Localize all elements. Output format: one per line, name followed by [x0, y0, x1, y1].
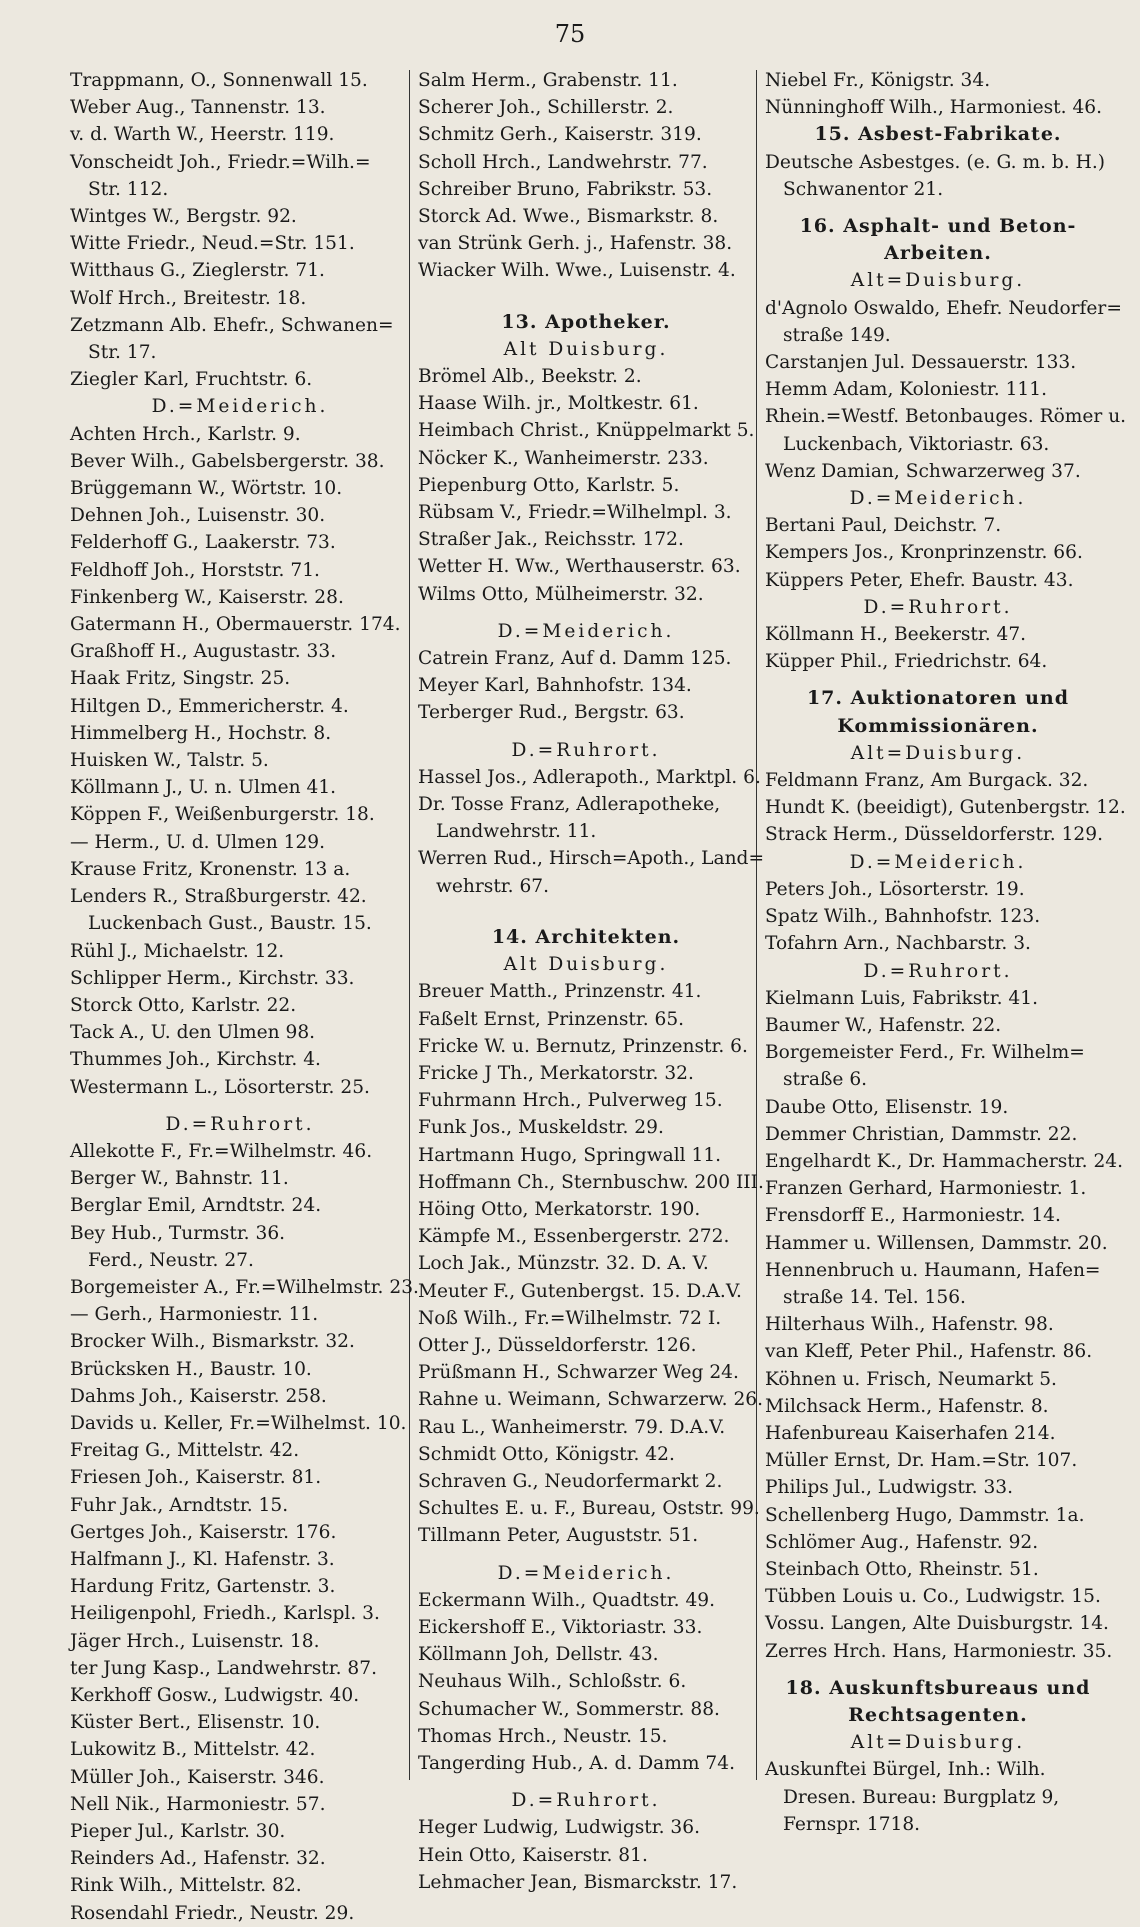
directory-entry: Gatermann H., Obermauerstr. 174.: [70, 614, 401, 636]
directory-entry: Peters Joh., Lösorterstr. 19.: [765, 878, 1025, 900]
directory-entry: Prüßmann H., Schwarzer Weg 24.: [418, 1362, 739, 1384]
entry-list: [765, 621, 1111, 675]
entry-list: [418, 67, 754, 285]
directory-entry: Reinders Ad., Hafenstr. 32.: [70, 1848, 326, 1870]
directory-entry: Bertani Paul, Deichstr. 7.: [765, 515, 1002, 537]
directory-entry: d'Agnolo Oswaldo, Ehefr. Neudorfer=: [765, 297, 1122, 319]
directory-entry: Hartmann Hugo, Springwall 11.: [418, 1144, 722, 1166]
section-heading-13: 13. Apotheker.: [501, 310, 671, 333]
directory-entry: Huisken W., Talstr. 5.: [70, 750, 269, 772]
directory-entry: Halfmann J., Kl. Hafenstr. 3.: [70, 1548, 335, 1570]
directory-entry: Milchsack Herm., Hafenstr. 8.: [765, 1395, 1049, 1417]
directory-entry: Borgemeister Ferd., Fr. Wilhelm=: [765, 1042, 1085, 1064]
directory-entry: Schlipper Herm., Kirchstr. 33.: [70, 967, 355, 989]
directory-entry: straße 14. Tel. 156.: [783, 1286, 966, 1308]
directory-entry: Köppen F., Weißenburgerstr. 18.: [70, 804, 375, 826]
directory-entry: Baumer W., Hafenstr. 22.: [765, 1014, 1002, 1036]
directory-entry: Nünninghoff Wilh., Harmoniest. 46.: [765, 97, 1103, 119]
directory-entry: Fricke W. u. Bernutz, Prinzenstr. 6.: [418, 1035, 748, 1057]
directory-entry: Breuer Matth., Prinzenstr. 41.: [418, 981, 702, 1003]
directory-entry: Küpper Phil., Friedrichstr. 64.: [765, 651, 1048, 673]
directory-entry: Küster Bert., Elisenstr. 10.: [70, 1712, 321, 1734]
directory-entry: Fuhrmann Hrch., Pulverweg 15.: [418, 1090, 723, 1112]
entry-list: [70, 421, 410, 1101]
directory-entry: Daube Otto, Elisenstr. 19.: [765, 1096, 1009, 1118]
entry-list: [418, 645, 754, 727]
directory-entry: — Herm., U. d. Ulmen 129.: [70, 831, 326, 853]
place-heading: D.=Ruhrort.: [863, 960, 1013, 982]
entry-list: [70, 1138, 419, 1927]
directory-entry: Deutsche Asbestges. (e. G. m. b. H.): [765, 151, 1106, 173]
entry-list: [418, 1587, 754, 1777]
directory-entry: Heiligenpohl, Friedh., Karlspl. 3.: [70, 1603, 380, 1625]
directory-entry: Köllmann H., Beekerstr. 47.: [765, 624, 1027, 646]
directory-entry: Eckermann Wilh., Quadtstr. 49.: [418, 1589, 716, 1611]
directory-entry: Catrein Franz, Auf d. Damm 125.: [418, 648, 732, 670]
section-heading-16-cont: Arbeiten.: [884, 242, 992, 265]
directory-entry: Strack Herm., Düsseldorferstr. 129.: [765, 824, 1104, 846]
directory-entry: straße 149.: [783, 324, 891, 346]
directory-entry: Nell Nik., Harmoniestr. 57.: [70, 1793, 326, 1815]
entry-list: [765, 149, 1111, 203]
directory-entry: Terberger Rud., Bergstr. 63.: [418, 702, 685, 724]
column-divider-2: [756, 70, 757, 1780]
directory-entry: Vonscheidt Joh., Friedr.=Wilh.=: [70, 151, 371, 173]
place-heading: Alt Duisburg.: [503, 338, 669, 360]
directory-entry: Piepenburg Otto, Karlstr. 5.: [418, 474, 680, 496]
directory-entry: Schellenberg Hugo, Dammstr. 1a.: [765, 1504, 1085, 1526]
directory-entry: Demmer Christian, Dammstr. 22.: [765, 1123, 1078, 1145]
directory-entry: Hennenbruch u. Haumann, Hafen=: [765, 1259, 1101, 1281]
directory-entry: Tofahrn Arn., Nachbarstr. 3.: [765, 933, 1031, 955]
entry-list: [70, 67, 410, 393]
directory-entry: Storck Ad. Wwe., Bismarkstr. 8.: [418, 206, 719, 228]
directory-entry: Franzen Gerhard, Harmoniestr. 1.: [765, 1178, 1087, 1200]
directory-entry: Dresen. Bureau: Burgplatz 9,: [783, 1786, 1060, 1808]
directory-entry: Wintges W., Bergstr. 92.: [70, 206, 297, 228]
directory-entry: Meyer Karl, Bahnhofstr. 134.: [418, 675, 692, 697]
directory-entry: Witte Friedr., Neud.=Str. 151.: [70, 233, 355, 255]
directory-entry: Freitag G., Mittelstr. 42.: [70, 1440, 300, 1462]
directory-entry: Krause Fritz, Kronenstr. 13 a.: [70, 858, 351, 880]
directory-entry: Dehnen Joh., Luisenstr. 30.: [70, 505, 326, 527]
directory-entry: Rübsam V., Friedr.=Wilhelmpl. 3.: [418, 502, 732, 524]
directory-entry: Meuter F., Gutenbergst. 15. D.A.V.: [418, 1280, 742, 1302]
place-heading: D.=Meiderich.: [849, 488, 1027, 510]
directory-entry: Carstanjen Jul. Dessauerstr. 133.: [765, 352, 1077, 374]
directory-entry: Vossu. Langen, Alte Duisburgstr. 14.: [765, 1613, 1109, 1635]
directory-entry: Fuhr Jak., Arndtstr. 15.: [70, 1494, 289, 1516]
section-heading-15: 15. Asbest-Fabrikate.: [814, 123, 1062, 146]
directory-entry: Rosendahl Friedr., Neustr. 29.: [70, 1902, 355, 1924]
directory-entry: Straßer Jak., Reichsstr. 172.: [418, 529, 684, 551]
directory-entry: van Strünk Gerh. j., Hafenstr. 38.: [418, 233, 733, 255]
directory-entry: Engelhardt K., Dr. Hammacherstr. 24.: [765, 1150, 1124, 1172]
directory-entry: Trappmann, O., Sonnenwall 15.: [70, 70, 368, 91]
place-heading: D.=Ruhrort.: [165, 1113, 315, 1135]
directory-entry: Hardung Fritz, Gartenstr. 3.: [70, 1576, 336, 1598]
directory-entry: Davids u. Keller, Fr.=Wilhelmst. 10.: [70, 1412, 407, 1434]
directory-entry: Schmitz Gerh., Kaiserstr. 319.: [418, 124, 702, 146]
directory-entry: Gertges Joh., Kaiserstr. 176.: [70, 1521, 337, 1543]
directory-entry: ter Jung Kasp., Landwehrstr. 87.: [70, 1657, 377, 1679]
directory-entry: Wetter H. Ww., Werthauserstr. 63.: [418, 556, 741, 578]
place-heading: D.=Meiderich.: [497, 1562, 675, 1584]
place-heading: D.=Ruhrort.: [511, 739, 661, 761]
section-heading-17-cont: Kommissionären.: [837, 714, 1039, 737]
directory-entry: Himmelberg H., Hochstr. 8.: [70, 722, 332, 744]
directory-entry: Zetzmann Alb. Ehefr., Schwanen=: [70, 314, 394, 336]
place-heading: Alt=Duisburg.: [850, 742, 1026, 764]
directory-entry: Ziegler Karl, Fruchtstr. 6.: [70, 369, 313, 391]
directory-entry: Westermann L., Lösorterstr. 25.: [70, 1076, 370, 1098]
section-heading-18: 18. Auskunftsbureaus und: [785, 1676, 1091, 1699]
directory-entry: Hoffmann Ch., Sternbuschw. 200 III.: [418, 1171, 764, 1193]
directory-entry: Witthaus G., Zieglerstr. 71.: [70, 260, 325, 282]
section-heading-16: 16. Asphalt- und Beton-: [799, 215, 1077, 238]
entry-list: [418, 1814, 754, 1896]
directory-entry: Str. 112.: [88, 178, 169, 200]
directory-entry: Schraven G., Neudorfermarkt 2.: [418, 1470, 723, 1492]
directory-entry: Lehmacher Jean, Bismarckstr. 17.: [418, 1871, 738, 1893]
directory-entry: Rink Wilh., Mittelstr. 82.: [70, 1875, 302, 1897]
column-3: [765, 67, 1127, 1838]
directory-entry: Kielmann Luis, Fabrikstr. 41.: [765, 987, 1038, 1009]
directory-entry: Fricke J Th., Merkatorstr. 32.: [418, 1062, 694, 1084]
directory-entry: Rahne u. Weimann, Schwarzerw. 26.: [418, 1389, 764, 1411]
directory-entry: Brömel Alb., Beekstr. 2.: [418, 366, 642, 388]
directory-entry: v. d. Warth W., Heerstr. 119.: [70, 124, 335, 146]
directory-entry: Hemm Adam, Koloniestr. 111.: [765, 379, 1047, 401]
directory-entry: Tillmann Peter, Auguststr. 51.: [418, 1525, 699, 1547]
directory-entry: Luckenbach, Viktoriastr. 63.: [783, 433, 1050, 455]
place-heading: D.=Ruhrort.: [511, 1790, 661, 1812]
directory-entry: Berger W., Bahnstr. 11.: [70, 1168, 289, 1190]
directory-entry: Feldmann Franz, Am Burgack. 32.: [765, 770, 1089, 792]
directory-entry: Schreiber Bruno, Fabrikstr. 53.: [418, 178, 713, 200]
directory-entry: Köllmann J., U. n. Ulmen 41.: [70, 777, 337, 799]
directory-entry: Philips Jul., Ludwigstr. 33.: [765, 1477, 1014, 1499]
directory-entry: Heger Ludwig, Ludwigstr. 36.: [418, 1817, 700, 1839]
entry-list: [765, 512, 1111, 594]
directory-entry: Auskunftei Bürgel, Inh.: Wilh.: [765, 1759, 1046, 1781]
directory-entry: straße 6.: [783, 1069, 868, 1091]
directory-entry: Lenders R., Straßburgerstr. 42.: [70, 886, 367, 908]
directory-entry: Brocker Wilh., Bismarkstr. 32.: [70, 1331, 355, 1353]
directory-entry: Kerkhoff Gosw., Ludwigstr. 40.: [70, 1684, 360, 1706]
directory-entry: van Kleff, Peter Phil., Hafenstr. 86.: [765, 1341, 1093, 1363]
directory-entry: Hiltgen D., Emmericherstr. 4.: [70, 695, 349, 717]
directory-entry: Kämpfe M., Essenbergerstr. 272.: [418, 1226, 730, 1248]
entry-list: [418, 764, 765, 900]
directory-entry: Dahms Joh., Kaiserstr. 258.: [70, 1385, 327, 1407]
entry-list: [765, 1756, 1111, 1838]
directory-entry: Wiacker Wilh. Wwe., Luisenstr. 4.: [418, 260, 736, 282]
directory-entry: Wenz Damian, Schwarzerweg 37.: [765, 460, 1081, 482]
directory-entry: Hammer u. Willensen, Dammstr. 20.: [765, 1232, 1108, 1254]
directory-entry: Pieper Jul., Karlstr. 30.: [70, 1821, 286, 1842]
directory-entry: Thummes Joh., Kirchstr. 4.: [70, 1049, 321, 1071]
section-heading-18-cont: Rechtsagenten.: [848, 1703, 1028, 1726]
directory-entry: Feldhoff Joh., Horststr. 71.: [70, 559, 320, 581]
directory-entry: Zerres Hrch. Hans, Harmoniestr. 35.: [765, 1640, 1113, 1662]
place-heading: D.=Meiderich.: [497, 620, 675, 642]
directory-entry: Landwehrstr. 11.: [436, 821, 597, 843]
column-2: [418, 67, 765, 1896]
directory-entry: Brüggemann W., Wörtstr. 10.: [70, 478, 343, 500]
entry-list: [765, 985, 1124, 1665]
entry-list: [765, 876, 1111, 958]
directory-entry: Köllmann Joh, Dellstr. 43.: [418, 1644, 659, 1666]
directory-entry: — Gerh., Harmoniestr. 11.: [70, 1304, 319, 1326]
entry-list: [418, 363, 754, 608]
directory-entry: Scholl Hrch., Landwehrstr. 77.: [418, 151, 708, 173]
directory-entry: Thomas Hrch., Neustr. 15.: [418, 1725, 668, 1747]
directory-entry: Küppers Peter, Ehefr. Baustr. 43.: [765, 569, 1074, 591]
directory-entry: Bey Hub., Turmstr. 36.: [70, 1222, 286, 1244]
directory-entry: Spatz Wilh., Bahnhofstr. 123.: [765, 906, 1041, 928]
directory-entry: Borgemeister A., Fr.=Wilhelmstr. 23.: [70, 1276, 419, 1298]
directory-entry: Haase Wilh. jr., Moltkestr. 61.: [418, 393, 699, 415]
directory-entry: Wolf Hrch., Breitestr. 18.: [70, 287, 307, 309]
directory-entry: Wilms Otto, Mülheimerstr. 32.: [418, 583, 704, 605]
entry-list: [765, 67, 1111, 121]
directory-entry: Müller Joh., Kaiserstr. 346.: [70, 1766, 325, 1788]
directory-entry: Bever Wilh., Gabelsbergerstr. 38.: [70, 450, 385, 472]
directory-entry: Storck Otto, Karlstr. 22.: [70, 994, 297, 1016]
directory-entry: Achten Hrch., Karlstr. 9.: [70, 423, 301, 445]
entry-list: [418, 978, 764, 1549]
directory-entry: Jäger Hrch., Luisenstr. 18.: [70, 1630, 320, 1652]
directory-entry: Weber Aug., Tannenstr. 13.: [70, 97, 326, 119]
directory-entry: Schultes E. u. F., Bureau, Oststr. 99.: [418, 1498, 760, 1520]
place-heading: Alt=Duisburg.: [850, 1732, 1026, 1754]
place-heading: Alt Duisburg.: [503, 954, 669, 976]
directory-entry: Rhein.=Westf. Betonbauges. Römer u.: [765, 406, 1127, 428]
place-heading: D.=Meiderich.: [849, 851, 1027, 873]
directory-entry: wehrstr. 67.: [436, 875, 550, 897]
directory-entry: Brücksken H., Baustr. 10.: [70, 1358, 312, 1380]
directory-entry: Höing Otto, Merkatorstr. 190.: [418, 1198, 701, 1220]
directory-entry: Hein Otto, Kaiserstr. 81.: [418, 1844, 648, 1866]
directory-entry: Dr. Tosse Franz, Adlerapotheke,: [418, 794, 721, 816]
directory-entry: Tübben Louis u. Co., Ludwigstr. 15.: [765, 1586, 1101, 1608]
directory-entry: Fernspr. 1718.: [783, 1813, 921, 1835]
directory-entry: Lukowitz B., Mittelstr. 42.: [70, 1739, 316, 1761]
directory-entry: Luckenbach Gust., Baustr. 15.: [88, 913, 372, 935]
directory-entry: Allekotte F., Fr.=Wilhelmstr. 46.: [70, 1140, 373, 1162]
directory-entry: Werren Rud., Hirsch=Apoth., Land=: [418, 848, 765, 870]
directory-entry: Str. 17.: [88, 342, 157, 364]
directory-entry: Loch Jak., Münzstr. 32. D. A. V.: [418, 1253, 709, 1275]
directory-entry: Hafenbureau Kaiserhafen 214.: [765, 1422, 1056, 1444]
directory-entry: Scherer Joh., Schillerstr. 2.: [418, 97, 674, 119]
directory-entry: Graßhoff H., Augustastr. 33.: [70, 641, 337, 663]
directory-entry: Berglar Emil, Arndtstr. 24.: [70, 1195, 322, 1217]
directory-entry: Kempers Jos., Kronprinzenstr. 66.: [765, 542, 1083, 564]
directory-entry: Neuhaus Wilh., Schloßstr. 6.: [418, 1671, 687, 1693]
directory-entry: Steinbach Otto, Rheinstr. 51.: [765, 1558, 1039, 1580]
directory-entry: Müller Ernst, Dr. Ham.=Str. 107.: [765, 1450, 1078, 1472]
directory-entry: Tack A., U. den Ulmen 98.: [70, 1022, 316, 1044]
directory-entry: Felderhoff G., Laakerstr. 73.: [70, 532, 336, 554]
entry-list: [765, 295, 1127, 485]
directory-entry: Schlömer Aug., Hafenstr. 92.: [765, 1531, 1039, 1553]
place-heading: D.=Meiderich.: [151, 396, 329, 418]
directory-entry: Noß Wilh., Fr.=Wilhelmstr. 72 I.: [418, 1307, 722, 1329]
directory-entry: Köhnen u. Frisch, Neumarkt 5.: [765, 1368, 1057, 1390]
directory-entry: Hilterhaus Wilh., Hafenstr. 98.: [765, 1314, 1054, 1336]
directory-entry: Rühl J., Michaelstr. 12.: [70, 940, 285, 962]
directory-entry: Tangerding Hub., A. d. Damm 74.: [418, 1752, 735, 1774]
directory-entry: Salm Herm., Grabenstr. 11.: [418, 70, 678, 91]
directory-entry: Heimbach Christ., Knüppelmarkt 5.: [418, 420, 755, 442]
place-heading: Alt=Duisburg.: [850, 270, 1026, 292]
directory-entry: Nöcker K., Wanheimerstr. 233.: [418, 447, 709, 469]
directory-entry: Friesen Joh., Kaiserstr. 81.: [70, 1467, 322, 1489]
page-number: 75: [554, 20, 586, 48]
directory-entry: Finkenberg W., Kaiserstr. 28.: [70, 586, 344, 608]
directory-entry: Otter J., Düsseldorferstr. 126.: [418, 1334, 697, 1356]
directory-entry: Schmidt Otto, Königstr. 42.: [418, 1443, 675, 1465]
place-heading: D.=Ruhrort.: [863, 596, 1013, 618]
directory-entry: Hundt K. (beeidigt), Gutenbergstr. 12.: [765, 797, 1126, 819]
directory-entry: Haak Fritz, Singstr. 25.: [70, 668, 291, 690]
directory-entry: Niebel Fr., Königstr. 34.: [765, 70, 991, 91]
directory-entry: Eickershoff E., Viktoriastr. 33.: [418, 1616, 703, 1638]
column-1: [70, 67, 419, 1927]
directory-entry: Funk Jos., Muskeldstr. 29.: [418, 1117, 664, 1139]
section-heading-14: 14. Architekten.: [491, 925, 681, 948]
directory-entry: Schwanentor 21.: [783, 178, 944, 200]
directory-entry: Frensdorff E., Harmoniestr. 14.: [765, 1205, 1061, 1227]
directory-entry: Schumacher W., Sommerstr. 88.: [418, 1698, 720, 1720]
section-heading-17: 17. Auktionatoren und: [806, 687, 1070, 710]
directory-entry: Rau L., Wanheimerstr. 79. D.A.V.: [418, 1416, 726, 1438]
directory-entry: Hassel Jos., Adlerapoth., Marktpl. 6.: [418, 766, 761, 788]
entry-list: [765, 767, 1126, 849]
directory-entry: Faßelt Ernst, Prinzenstr. 65.: [418, 1008, 685, 1030]
directory-entry: Ferd., Neustr. 27.: [88, 1249, 254, 1271]
